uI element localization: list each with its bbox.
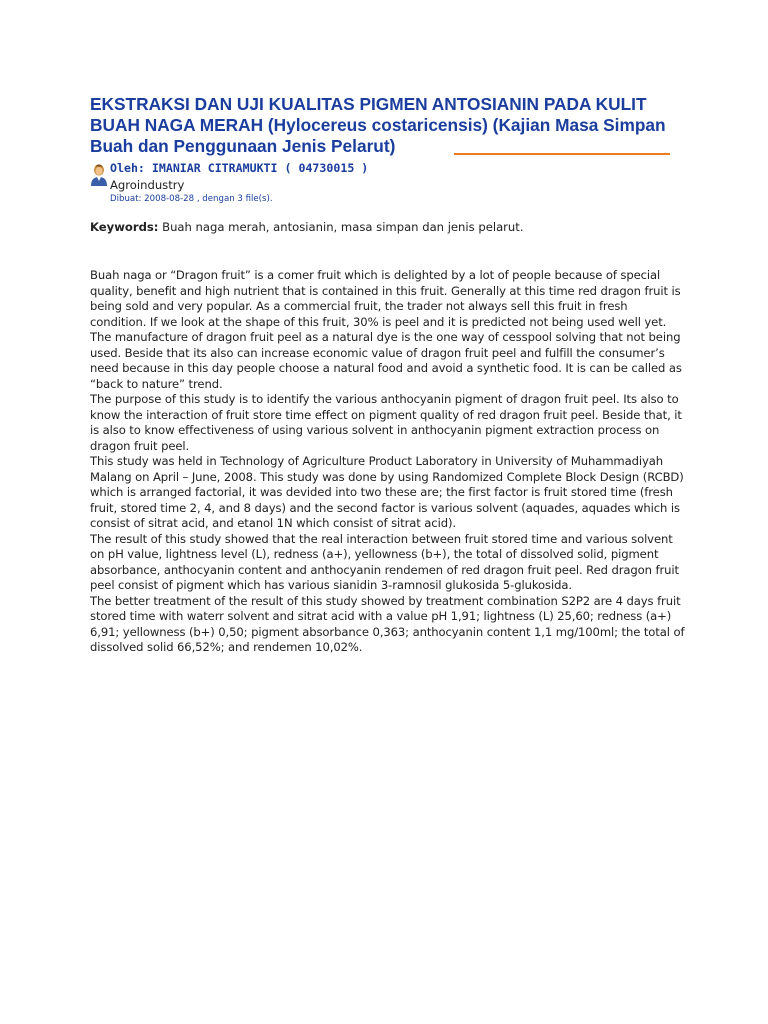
abstract-paragraph: This study was held in Technology of Agriculture Product Laboratory in University of Muhammadiyah Malang on April – June, 2008. This study was done by using Randomized Complete Block Design (RCBD) which is arranged factorial, it was devided into two these are; the first factor is fruit stored time (fresh fruit, stored time 2, 4, and 8 days) and the second factor is various solvent (aquades, aquades which is consist of sitrat acid, and etanol 1N which consist of sitrat acid).	[90, 454, 684, 530]
user-avatar-icon	[90, 163, 108, 187]
abstract-paragraph: The purpose of this study is to identify the various anthocyanin pigment of dragon fruit peel. Its also to know the interaction of fruit store time effect on pigment quality of red dragon fruit peel. Beside that, it is also to know effectiveness of using various solvent in anthocyanin pigment extraction process on dragon fruit peel.	[90, 392, 682, 453]
category-label: Agroindustry	[110, 178, 185, 192]
keywords-label: Keywords:	[90, 220, 159, 234]
abstract-paragraph: Buah naga or “Dragon fruit” is a comer fruit which is delighted by a lot of people because of special quality, benefit and high nutrient that is contained in this fruit. Generally at this time red dragon fruit is being sold and very popular. As a commercial fruit, the trader not always sell this fruit in fresh condition. If we look at the shape of this fruit, 30% is peel and it is predicted not being used well yet. The manufacture of dragon fruit peel as a natural dye is the one way of cesspool solving that not being used. Beside that its also can increase economic value of dragon fruit peel and fulfill the consumer’s need because in this day people choose a natural food and avoid a synthetic food. It is can be called as “back to nature” trend.	[90, 268, 682, 391]
abstract-body	[90, 268, 686, 656]
abstract-paragraph: The better treatment of the result of this study showed by treatment combination S2P2 are 4 days fruit stored time with waterr solvent and sitrat acid with a value pH 1,91; lightness (L) 25,60; redness (a+) 6,91; yellowness (b+) 0,50; pigment absorbance 0,363; anthocyanin content 1,1 mg/100ml; the total of dissolved solid 66,52%; and rendemen 10,02%.	[90, 593, 685, 654]
keywords-text: Buah naga merah, antosianin, masa simpan dan jenis pelarut.	[158, 220, 524, 234]
abstract-paragraph: The result of this study showed that the real interaction between fruit stored time and various solvent on pH value, lightness level (L), redness (a+), yellowness (b+), the total of dissolved solid, pigment absorbance, anthocyanin content and anthocyanin rendemen of red dragon fruit peel. Red dragon fruit peel consist of pigment which has various sianidin 3-ramnosil glukosida 5-glukosida.	[90, 531, 679, 592]
document-title: EKSTRAKSI DAN UJI KUALITAS PIGMEN ANTOSIANIN PADA KULIT BUAH NAGA MERAH (Hylocereus costaricensis) (Kajian Masa Simpan Buah dan Penggunaan Jenis Pelarut)	[90, 94, 666, 156]
title-accent-rule	[454, 153, 670, 155]
document-page	[90, 94, 686, 654]
keywords-line	[90, 220, 686, 235]
created-date-line: Dibuat: 2008-08-28 , dengan 3 file(s).	[110, 194, 273, 204]
author-line: Oleh: IMANIAR CITRAMUKTI ( 04730015 )	[110, 161, 369, 175]
